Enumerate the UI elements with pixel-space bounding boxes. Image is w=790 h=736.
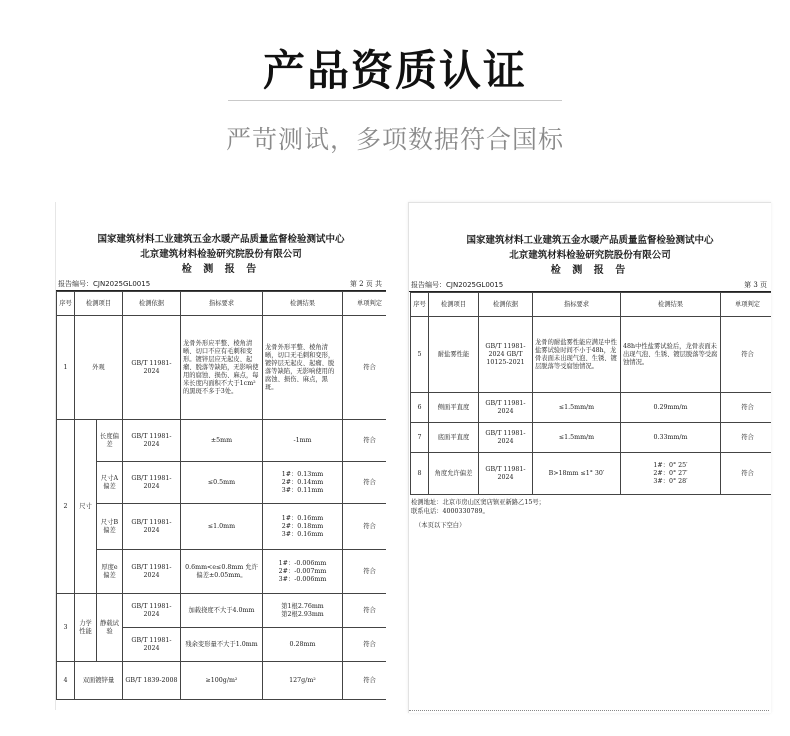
table-row	[57, 594, 387, 628]
row-number: 4	[57, 662, 75, 700]
hero-divider	[228, 100, 562, 101]
result: 0.33mm/m	[621, 423, 721, 453]
requirement: ≤0.5mm	[181, 462, 263, 504]
verdict: 符合	[343, 662, 387, 700]
col-header: 检测项目	[429, 293, 479, 317]
report-meta	[409, 280, 771, 292]
test-basis: GB/T 11981-2024	[123, 628, 181, 662]
table-row	[411, 423, 772, 453]
test-item: 外观	[75, 316, 123, 420]
test-subitem: 尺寸A偏差	[97, 462, 123, 504]
verdict: 符合	[721, 393, 772, 423]
table-row	[57, 316, 387, 420]
requirement: ≤1.0mm	[181, 504, 263, 550]
result: 1#：0.13mm 2#：0.14mm 3#：0.11mm	[263, 462, 343, 504]
table-row	[57, 550, 387, 594]
verdict: 符合	[343, 462, 387, 504]
report-page-right	[408, 202, 771, 713]
requirement: ≥100g/m²	[181, 662, 263, 700]
col-header: 序号	[411, 293, 429, 317]
report-page-left	[55, 202, 386, 710]
requirement: ≤1.5mm/m	[533, 423, 621, 453]
test-item: 底面平直度	[429, 423, 479, 453]
test-basis: GB/T 1839-2008	[123, 662, 181, 700]
contact-phone: 联系电话：4000330789。	[411, 508, 489, 515]
results-table	[410, 292, 771, 495]
result: 0.28mm	[263, 628, 343, 662]
test-item: 双面镀锌量	[75, 662, 123, 700]
hero-title: 产品资质认证	[262, 46, 527, 95]
table-row	[57, 462, 387, 504]
test-basis: GB/T 11981-2024	[123, 462, 181, 504]
test-subitem: 长度偏差	[97, 420, 123, 462]
report-title: 检 测 报 告	[550, 265, 630, 276]
requirement: 0.6mm<e≤0.8mm 允许偏差±0.05mm。	[181, 550, 263, 594]
row-number: 1	[57, 316, 75, 420]
test-item: 尺寸	[75, 420, 97, 594]
requirement: B>18mm ≤1° 30′	[533, 453, 621, 495]
test-basis: GB/T 11981-2024	[479, 393, 533, 423]
col-header: 单项判定	[721, 293, 772, 317]
table-row	[57, 662, 387, 700]
verdict: 符合	[343, 550, 387, 594]
result: 第1根2.76mm 第2根2.93mm	[263, 594, 343, 628]
verdict: 符合	[721, 423, 772, 453]
report-meta	[56, 279, 386, 291]
result: 1#：0° 25′ 2#：0° 27′ 3#：0° 28′	[621, 453, 721, 495]
test-address: 检测地址：北京市房山区窦店镇亚新路乙15号；	[411, 499, 545, 506]
table-header-row	[57, 292, 387, 316]
page-bottom-rule	[409, 710, 769, 711]
report-number: 报告编号：CJN2025GL0015	[58, 280, 151, 288]
result: 48h中性盐雾试验后，龙骨表面未出现气泡、生锈、镀层脱落等受腐蚀情况。	[621, 317, 721, 393]
results-table	[56, 291, 386, 700]
table-header-row	[411, 293, 772, 317]
report-org-name: 国家建筑材料工业建筑五金水暖产品质量监督检验测试中心	[97, 234, 345, 245]
row-number: 8	[411, 453, 429, 495]
report-title: 检 测 报 告	[181, 264, 261, 275]
report-company-name: 北京建筑材料检验研究院股份有限公司	[140, 249, 302, 260]
test-basis: GB/T 11981-2024 GB/T 10125-2021	[479, 317, 533, 393]
result: 127g/m²	[263, 662, 343, 700]
test-basis: GB/T 11981-2024	[123, 504, 181, 550]
result: -1mm	[263, 420, 343, 462]
col-header: 检测依据	[479, 293, 533, 317]
requirement: ±5mm	[181, 420, 263, 462]
verdict: 符合	[721, 453, 772, 495]
verdict: 符合	[343, 504, 387, 550]
test-basis: GB/T 11981-2024	[123, 594, 181, 628]
requirement: 龙骨的耐盐雾性能应满足中性盐雾试验时间不小于48h，龙骨表面未出现气泡、生锈、镀层脱落等受腐蚀情况。	[533, 317, 621, 393]
col-header: 检测结果	[621, 293, 721, 317]
test-basis: GB/T 11981-2024	[479, 423, 533, 453]
blank-below-note: （本页以下空白）	[415, 522, 466, 529]
row-number: 7	[411, 423, 429, 453]
table-row	[411, 393, 772, 423]
requirement: ≤1.5mm/m	[533, 393, 621, 423]
test-subitem: 厚度e偏差	[97, 550, 123, 594]
col-header: 序号	[57, 292, 75, 316]
col-header: 检测依据	[123, 292, 181, 316]
test-basis: GB/T 11981-2024	[123, 550, 181, 594]
report-number: 报告编号：CJN2025GL0015	[411, 281, 504, 289]
col-header: 检测项目	[75, 292, 123, 316]
table-row	[57, 504, 387, 550]
test-item: 角度允许偏差	[429, 453, 479, 495]
test-subitem: 静载试验	[97, 594, 123, 662]
result: 龙骨外形平整、棱角清晰，切口无毛刺和变形，镀锌层无起皮、起瘤、脱落等缺陷，无影响使用的腐蚀、损伤、麻点，黑斑。	[263, 316, 343, 420]
col-header: 单项判定	[343, 292, 387, 316]
table-row	[411, 453, 772, 495]
verdict: 符合	[343, 628, 387, 662]
result: 0.29mm/m	[621, 393, 721, 423]
verdict: 符合	[343, 594, 387, 628]
table-row	[411, 317, 772, 393]
row-number: 6	[411, 393, 429, 423]
requirement: 龙骨外形应平整、棱角清晰、切口不应有毛刺和变形。镀锌层应无起皮、起瘤、脱落等缺陷，无影响使用的腐蚀、损伤、麻点，每米长度内面积不大于1cm²的黑斑不多于3处。	[181, 316, 263, 420]
verdict: 符合	[721, 317, 772, 393]
verdict: 符合	[343, 420, 387, 462]
page-number: 第 3 页	[744, 281, 767, 289]
test-basis: GB/T 11981-2024	[123, 420, 181, 462]
result: 1#：-0.006mm 2#：-0.007mm 3#：-0.006mm	[263, 550, 343, 594]
row-number: 5	[411, 317, 429, 393]
report-org-name: 国家建筑材料工业建筑五金水暖产品质量监督检验测试中心	[466, 235, 714, 246]
report-company-name: 北京建筑材料检验研究院股份有限公司	[509, 250, 671, 261]
test-subitem: 尺寸B偏差	[97, 504, 123, 550]
test-item: 力学性能	[75, 594, 97, 662]
test-item: 耐盐雾性能	[429, 317, 479, 393]
row-number: 3	[57, 594, 75, 662]
page-number: 第 2 页 共	[349, 280, 382, 288]
test-item: 侧面平直度	[429, 393, 479, 423]
verdict: 符合	[343, 316, 387, 420]
test-basis: GB/T 11981-2024	[479, 453, 533, 495]
row-number: 2	[57, 420, 75, 594]
hero-subtitle: 严苛测试，多项数据符合国标	[225, 125, 564, 154]
test-basis: GB/T 11981-2024	[123, 316, 181, 420]
table-row	[57, 420, 387, 462]
col-header: 指标要求	[533, 293, 621, 317]
requirement: 残余变形量不大于1.0mm	[181, 628, 263, 662]
result: 1#：0.16mm 2#：0.18mm 3#：0.16mm	[263, 504, 343, 550]
col-header: 检测结果	[263, 292, 343, 316]
requirement: 加载挠度不大于4.0mm	[181, 594, 263, 628]
col-header: 指标要求	[181, 292, 263, 316]
